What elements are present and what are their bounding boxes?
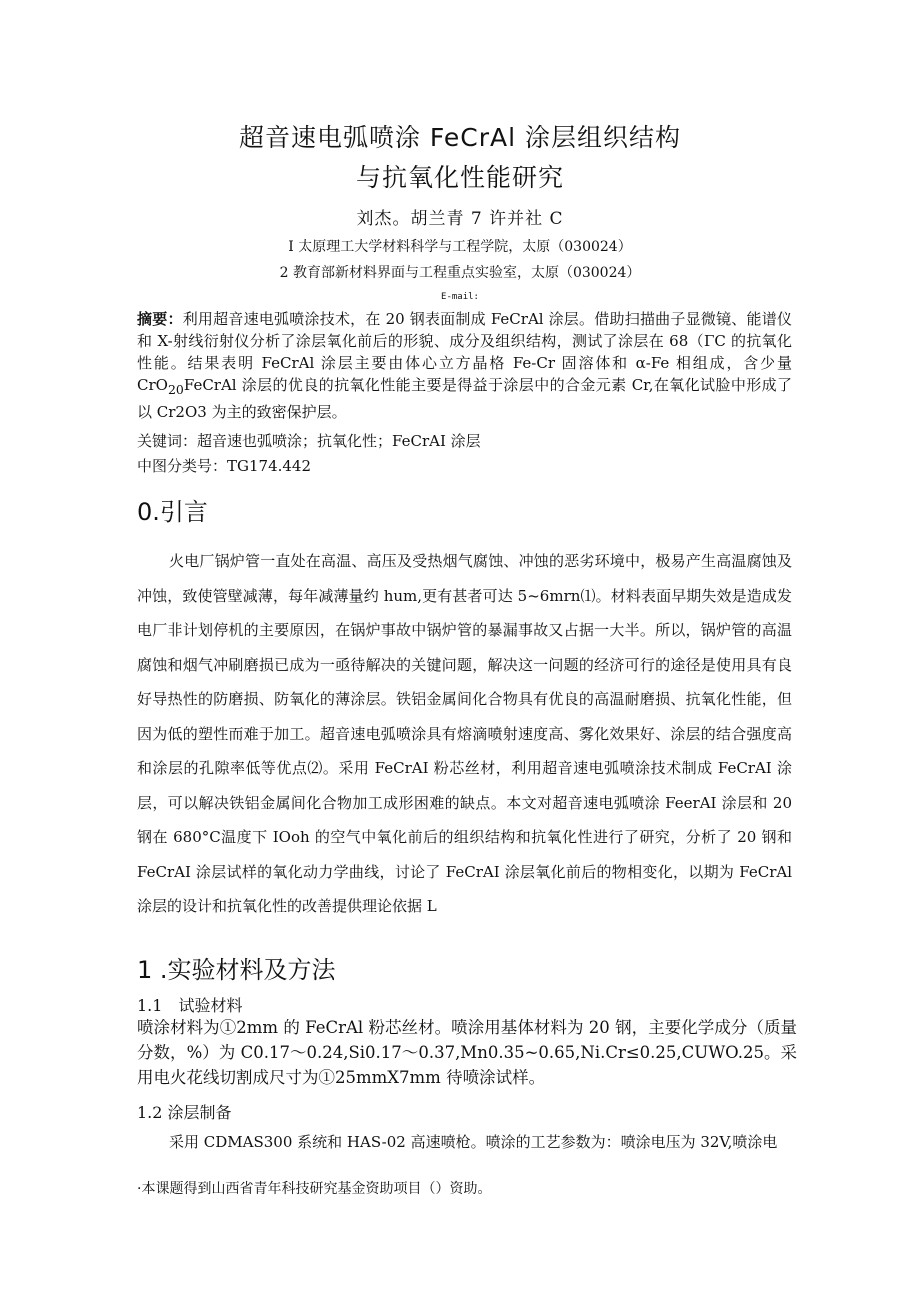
- intro-heading: 0.引言: [137, 498, 208, 526]
- email-line: E-mail:: [441, 292, 479, 302]
- author-list: 刘杰。胡兰青 7 许并社 C: [356, 209, 564, 229]
- paper-title-line1: 超音速电弧喷涂 FeCrAl 涂层组织结构: [238, 123, 682, 152]
- abstract-text-post: FeCrAl 涂层的优良的抗氧化性能主要是得益于涂层中的合金元素 Cr,在氧化试脸中形成了以 Cr2O3 为主的致密保护层。: [137, 376, 792, 421]
- abstract-subscript: 20: [167, 382, 184, 397]
- affiliation-1: I 太原理工大学材料科学与工程学院，太原（030024）: [288, 239, 632, 255]
- subsection-1-1-heading: 1.1 试验材料: [137, 996, 243, 1015]
- keywords: 关键词：超音速也弧喷涂；抗氧化性；FeCrAI 涂层: [137, 432, 481, 450]
- abstract-label: 摘要：: [137, 310, 183, 328]
- classification-number: 中图分类号：TG174.442: [137, 457, 312, 475]
- intro-paragraph: 火电厂锅炉管一直处在高温、高压及受热烟气腐蚀、冲蚀的恶劣环境中，极易产生高温腐蚀及冲蚀，致使管壁减薄，每年减薄量约 hum,更有甚者可达 5~6mrn⑴。材料表面早期失效是造成发电厂非计划停机的主要原因，在锅炉事故中锅炉管的暴漏事故又占据一大半。所以，锅炉管的高温腐蚀和烟气冲刷磨损已成为一亟待解决的关键问题，解决这一问题的经济可行的途径是使用具有良好导热性的防磨损、防氧化的薄涂层。铁铝金属间化合物具有优良的高温耐磨损、抗氧化性能，但因为低的塑性而难于加工。超音速电弧喷涂具有熔滴喷射速度高、雾化效果好、涂层的结合强度高和涂层的孔隙率低等优点⑵。采用 FeCrAI 粉芯丝材，利用超音速电弧喷涂技术制成 FeCrAI 涂层，可以解决铁铝金属间化合物加工成形困难的缺点。本文对超音速电弧喷涂 FeerAI 涂层和 20 钢在 680°C温度下 IOoh 的空气中氧化前后的组织结构和抗氧化性进行了研究，分析了 20 钢和 FeCrAI 涂层试样的氧化动力学曲线，讨论了 FeCrAI 涂层氧化前后的物相变化，以期为 FeCrAl 涂层的设计和抗氧化性的改善提供理论依据 L: [137, 552, 792, 915]
- paper-title-line2: 与抗氧化性能研究: [355, 163, 564, 192]
- footnote: ·本课题得到山西省青年科技研究基金资助项目（）资助。: [137, 1181, 492, 1197]
- subsection-1-1-body: 喷涂材料为①2mm 的 FeCrAl 粉芯丝材。喷涂用基体材料为 20 钢，主要化学成分（质量分数，%）为 C0.17～0.24,Si0.17～0.37,Mn0.35~0.65,Ni.Cr≤0.25,CUWO.25。采用电火花线切割成尺寸为①25mmX7mm 待喷涂试样。: [137, 1018, 797, 1087]
- abstract-text-pre: 利用超音速电弧喷涂技术，在 20 钢表面制成 FeCrAl 涂层。借助扫描曲子显微镜、能谱仪和 X-射线衍射仪分析了涂层氧化前后的形貌、成分及组织结构，测试了涂层在 68（ΓC 的抗氧化性能。结果表明 FeCrAl 涂层主要由体心立方晶格 Fe-Cr 固溶体和 α-Fe 相组成，含少量 CrO: [137, 310, 792, 394]
- section1-heading: 1 .实验材料及方法: [137, 956, 336, 984]
- subsection-1-2-body: 采用 CDMAS300 系统和 HAS-02 高速喷枪。喷涂的工艺参数为：喷涂电压为 32V,喷涂电: [169, 1133, 778, 1151]
- abstract: [137, 308, 792, 423]
- subsection-1-2-heading: 1.2 涂层制备: [137, 1103, 232, 1122]
- affiliation-2: 2 教育部新材料界面与工程重点实验室，太原（030024）: [279, 265, 641, 281]
